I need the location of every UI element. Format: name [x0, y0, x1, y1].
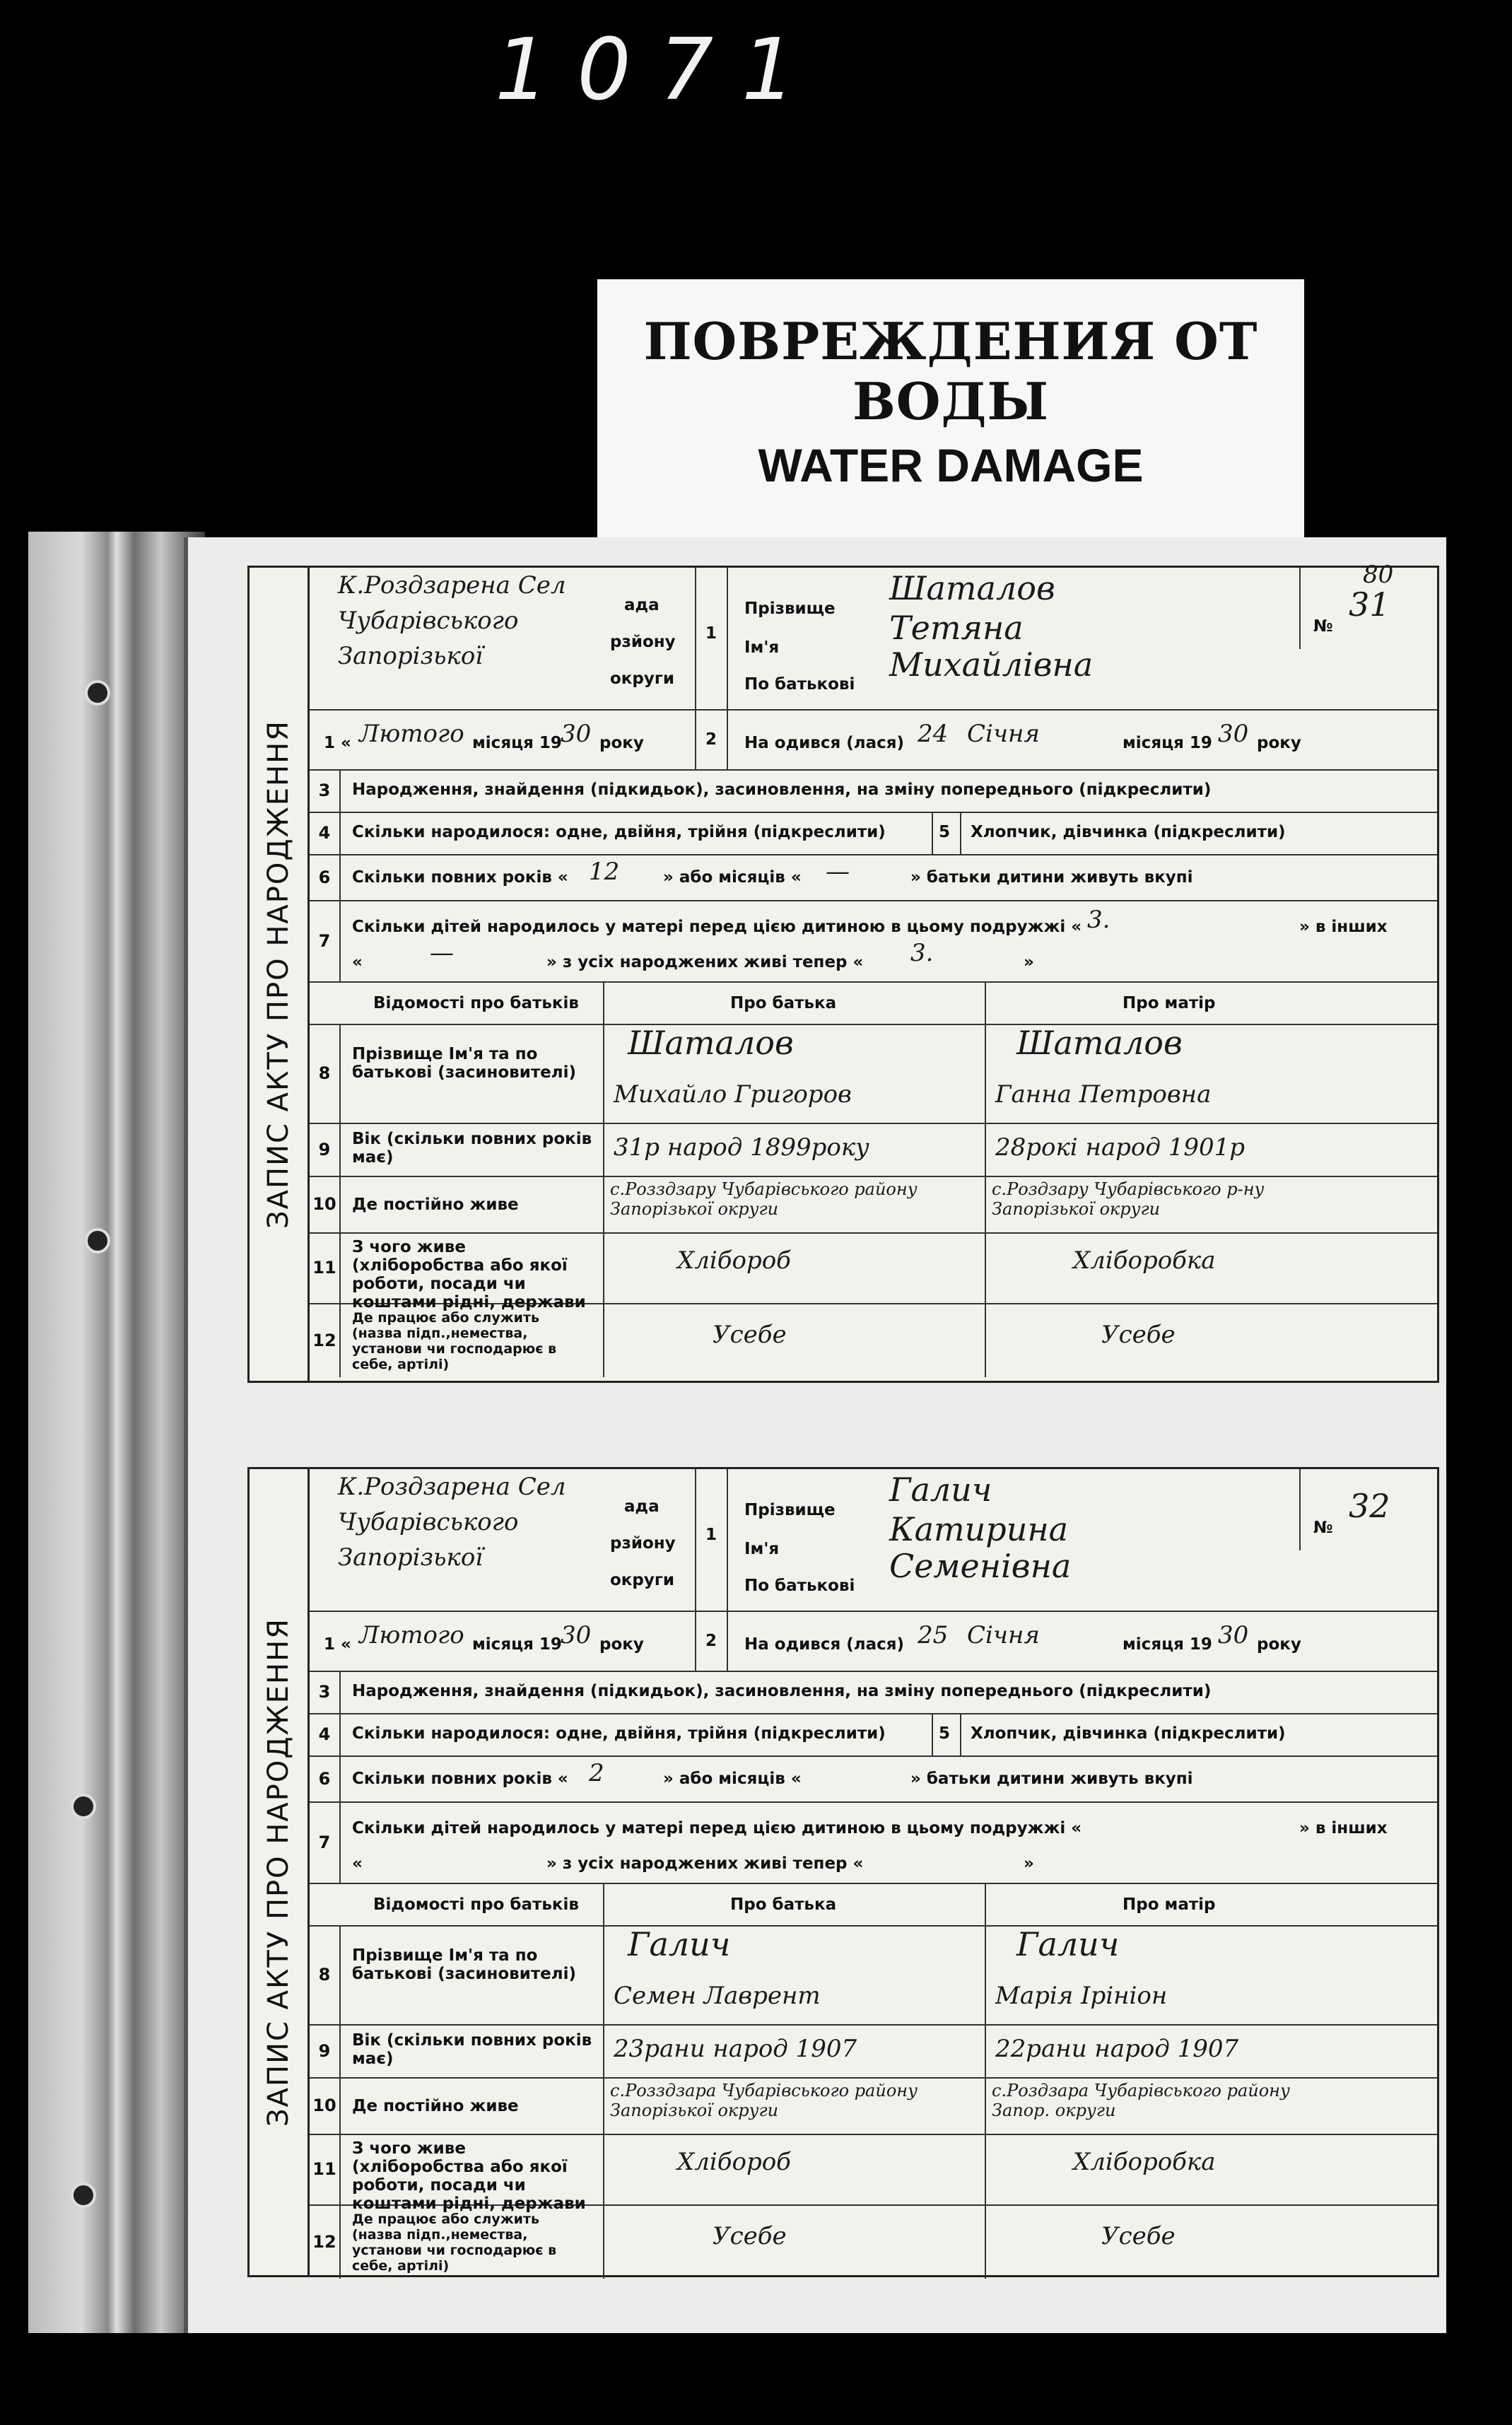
- form-label: На одився (лася): [744, 734, 905, 752]
- header-block: [310, 561, 1437, 711]
- form-label: Про батька: [730, 994, 837, 1012]
- form-label: Хлопчик, дівчинка (підкреслити): [971, 823, 1286, 841]
- row-number: 8: [310, 1024, 341, 1123]
- row-number: 7: [310, 900, 341, 981]
- form-label: ада: [624, 1497, 660, 1516]
- form-row: [310, 769, 1437, 813]
- mother-workplace: Усебе: [1101, 2222, 1176, 2250]
- form-row: [310, 1176, 1437, 1234]
- child-surname: Шаталов: [889, 569, 1055, 607]
- birth-day: 25: [918, 1621, 949, 1649]
- column-divider: [603, 1176, 604, 1232]
- column-divider: [985, 981, 986, 1024]
- form-label: Вік (скільки повних років має): [352, 2031, 592, 2068]
- column-divider: [985, 2077, 986, 2134]
- form-label: Народження, знайдення (підкидьок), засиновлення, на зміну попереднього (підкреслити): [352, 1682, 1212, 1700]
- father-work: Хлібороб: [677, 2148, 791, 2176]
- row-number: 10: [310, 1176, 341, 1232]
- column-divider: [603, 981, 604, 1024]
- column-divider: [695, 1611, 696, 1671]
- column-divider: [603, 1883, 604, 1925]
- form-label: рзйону: [610, 633, 676, 651]
- form-label: Прізвище: [744, 600, 836, 618]
- form-label: На одився (лася): [744, 1635, 905, 1654]
- mother-work: Хліборобка: [1073, 1246, 1216, 1275]
- column-divider: [727, 709, 728, 769]
- column-divider: [985, 2204, 986, 2279]
- column-divider: [985, 1232, 986, 1303]
- form-label: округи: [610, 670, 675, 688]
- form-element: ЗАПИС АКТУ ПРО НАРОДЖЕННЯ: [262, 1618, 295, 2127]
- column-divider: [695, 709, 696, 769]
- form-label: Про матір: [1123, 1895, 1216, 1914]
- mother-surname: Галич: [1016, 1925, 1120, 1963]
- form-label: року: [1257, 1635, 1301, 1654]
- column-divider: [985, 2134, 986, 2204]
- column-divider: [932, 1713, 933, 1755]
- form-row: [310, 1671, 1437, 1714]
- years-together: 2: [589, 1759, 604, 1787]
- form-row: [310, 900, 1437, 983]
- form-row: [310, 2134, 1437, 2213]
- mother-home: с.Роздзара Чубарівського району Запор. округи: [992, 2081, 1290, 2120]
- column-divider: [1299, 568, 1301, 649]
- father-surname: Шаталов: [628, 1024, 794, 1062]
- record-number: 32: [1349, 1487, 1390, 1525]
- form-row: [310, 1303, 1437, 1377]
- row-number: 3: [310, 1671, 341, 1713]
- column-divider: [985, 1883, 986, 1925]
- birth-month: Січня: [967, 720, 1040, 748]
- form-label: місяця 19: [472, 734, 562, 752]
- dates-row: [310, 709, 1437, 771]
- form-label: «: [352, 953, 363, 971]
- years-together: 12: [589, 858, 620, 886]
- form-label: Де працює або служить (назва підп.,немества, установи чи господарює в себе, артілі): [352, 2211, 557, 2274]
- column-divider: [985, 1303, 986, 1377]
- column-divider: [727, 1469, 728, 1611]
- form-label: »: [1024, 953, 1034, 971]
- living-children: 3.: [910, 939, 934, 967]
- form-label: 2: [705, 730, 717, 749]
- water-damage-label: [597, 279, 1304, 541]
- form-label: З чого живе (хліборобства або якої роботи, посади чи коштами рідні, держави: [352, 1238, 586, 1311]
- record-side-title: [250, 1469, 310, 2275]
- binder-hole: [71, 2182, 96, 2208]
- form-label: » або місяців «: [663, 868, 802, 887]
- form-label: » батьки дитини живуть вкупі: [910, 1770, 1193, 1788]
- form-label: Скільки повних років «: [352, 1770, 568, 1788]
- dates-row: [310, 1611, 1437, 1672]
- child-patronymic: Семенівна: [889, 1547, 1072, 1585]
- birth-year: 30: [1218, 1621, 1249, 1649]
- birth-day: 24: [918, 720, 949, 748]
- form-element: [310, 1469, 1437, 2275]
- row-number: 11: [310, 1232, 341, 1303]
- column-divider: [603, 2204, 604, 2279]
- row-number: 6: [310, 1755, 341, 1801]
- form-row: [310, 1232, 1437, 1311]
- column-divider: [695, 568, 696, 709]
- column-divider: [727, 568, 728, 709]
- father-name: Михайло Григоров: [614, 1080, 852, 1109]
- form-label: Хлопчик, дівчинка (підкреслити): [971, 1724, 1286, 1743]
- column-divider: [985, 1176, 986, 1232]
- father-work: Хлібороб: [677, 1246, 791, 1275]
- mother-surname: Шаталов: [1016, 1024, 1183, 1062]
- father-home: с.Розздзара Чубарівського району Запорізької округи: [610, 2081, 918, 2120]
- archive-number: 1071: [495, 21, 824, 119]
- column-divider: [603, 1925, 604, 2024]
- prev-children: 3.: [1087, 906, 1110, 934]
- form-label: 1: [705, 1526, 717, 1544]
- column-divider: [603, 1303, 604, 1377]
- father-workplace: Усебе: [713, 1321, 787, 1349]
- row-number: 6: [310, 854, 341, 900]
- father-age: 31р народ 1899року: [614, 1133, 869, 1162]
- reg-month: Лютого: [359, 1621, 464, 1649]
- header-block: [310, 1469, 1437, 1612]
- form-row: [310, 1123, 1437, 1177]
- form-label: 1: [705, 624, 717, 643]
- form-label: Де постійно живе: [352, 2097, 519, 2115]
- form-label: Скільки дітей народилось у матері перед цією дитиною в цьому подружжі «: [352, 1819, 1082, 1837]
- raion: Чубарівського: [338, 607, 519, 635]
- mother-work: Хліборобка: [1073, 2148, 1216, 2176]
- column-divider: [603, 1024, 604, 1123]
- form-label: »: [1024, 1854, 1034, 1873]
- form-label: 5: [939, 823, 951, 841]
- row-number: 4: [310, 812, 341, 854]
- form-label: Відомості про батьків: [373, 1895, 579, 1914]
- damage-label-ru: ПОВРЕЖДЕНИЯ ОТ ВОДЫ: [643, 311, 1258, 431]
- column-divider: [603, 2134, 604, 2204]
- form-label: » з усіх народжених живі тепер «: [546, 1854, 864, 1873]
- column-divider: [695, 1469, 696, 1611]
- binder-hole: [71, 1794, 96, 1819]
- column-divider: [603, 1232, 604, 1303]
- row-number: 9: [310, 2024, 341, 2077]
- binder-hole: [85, 680, 110, 706]
- child-surname: Галич: [889, 1471, 992, 1509]
- binder-spine: [28, 532, 205, 2333]
- form-row: [310, 2077, 1437, 2135]
- reg-year: 30: [561, 720, 592, 748]
- row-number: 12: [310, 1303, 341, 1377]
- father-workplace: Усебе: [713, 2222, 787, 2250]
- form-label: Скільки народилося: одне, двійня, трійня (підкреслити): [352, 823, 886, 841]
- column-divider: [727, 1611, 728, 1671]
- column-divider: [932, 812, 933, 854]
- form-row: [310, 854, 1437, 901]
- row-number: 9: [310, 1123, 341, 1176]
- mother-age: 28рокі народ 1901р: [995, 1133, 1246, 1162]
- child-name: Катирина: [889, 1510, 1069, 1548]
- birth-month: Січня: [967, 1621, 1040, 1649]
- reg-month: Лютого: [359, 720, 464, 748]
- form-row: [310, 1883, 1437, 1927]
- form-label: » батьки дитини живуть вкупі: [910, 868, 1193, 887]
- form-row: [310, 1755, 1437, 1803]
- form-label: рзйону: [610, 1534, 676, 1553]
- row-number: 8: [310, 1925, 341, 2024]
- binder-hole: [85, 1228, 110, 1254]
- form-label: Про батька: [730, 1895, 837, 1914]
- form-label: місяця 19: [472, 1635, 562, 1654]
- form-label: По батькові: [744, 675, 855, 694]
- form-label: «: [352, 1854, 363, 1873]
- form-row: [310, 1925, 1437, 2026]
- form-label: Ім'я: [744, 1540, 780, 1558]
- form-label: Відомості про батьків: [373, 994, 579, 1012]
- row-number: 10: [310, 2077, 341, 2134]
- column-divider: [603, 2077, 604, 2134]
- mother-name: Марія Ірініон: [995, 1982, 1168, 2010]
- form-label: 1 «: [324, 1635, 351, 1654]
- form-label: » з усіх народжених живі тепер «: [546, 953, 864, 971]
- form-label: Прізвище: [744, 1501, 836, 1519]
- okruha: Запорізької: [338, 1543, 484, 1572]
- form-label: року: [1257, 734, 1301, 752]
- form-label: 2: [705, 1632, 717, 1650]
- form-label: Про матір: [1123, 994, 1216, 1012]
- form-label: Де працює або служить (назва підп.,немества, установи чи господарює в себе, артілі): [352, 1310, 557, 1372]
- record-number: 31: [1349, 585, 1390, 624]
- form-element: [310, 561, 1437, 1381]
- mother-age: 22рани народ 1907: [995, 2035, 1239, 2063]
- form-label: Прізвище Ім'я та по батькові (засиновителі): [352, 1946, 576, 1983]
- column-divider: [603, 1123, 604, 1176]
- form-label: року: [599, 734, 644, 752]
- raion: Чубарівського: [338, 1508, 519, 1536]
- okruha: Запорізької: [338, 642, 484, 670]
- form-label: Прізвище Ім'я та по батькові (засиновителі): [352, 1045, 576, 1082]
- mother-name: Ганна Петровна: [995, 1080, 1212, 1109]
- form-element: ЗАПИС АКТУ ПРО НАРОДЖЕННЯ: [262, 720, 295, 1229]
- form-label: Народження, знайдення (підкидьок), засиновлення, на зміну попереднього (підкреслити): [352, 781, 1212, 799]
- other-children: —: [430, 939, 454, 967]
- mother-home: с.Роздзару Чубарівського р-ну Запорізької округи: [992, 1179, 1265, 1219]
- column-divider: [985, 1024, 986, 1123]
- row-number: 4: [310, 1713, 341, 1755]
- form-label: Де постійно живе: [352, 1196, 519, 1214]
- form-row: [310, 1801, 1437, 1884]
- father-age: 23рани народ 1907: [614, 2035, 857, 2063]
- form-row: [310, 812, 1437, 855]
- form-row: [310, 1713, 1437, 1757]
- form-label: місяця 19: [1123, 734, 1212, 752]
- form-label: 5: [939, 1724, 951, 1743]
- form-label: №: [1313, 1519, 1333, 1537]
- form-label: З чого живе (хліборобства або якої роботи, посади чи коштами рідні, держави: [352, 2139, 586, 2213]
- form-row: [310, 2024, 1437, 2079]
- column-divider: [985, 1123, 986, 1176]
- form-label: Скільки повних років «: [352, 868, 568, 887]
- village: К.Роздзарена Сел: [338, 571, 566, 600]
- column-divider: [960, 812, 961, 854]
- damage-label-en: WATER DAMAGE: [758, 439, 1144, 491]
- birth-year: 30: [1218, 720, 1249, 748]
- form-label: Скільки народилося: одне, двійня, трійня (підкреслити): [352, 1724, 886, 1743]
- form-label: ада: [624, 596, 660, 614]
- corner-mark: 80: [1363, 561, 1394, 589]
- form-label: Вік (скільки повних років має): [352, 1130, 592, 1167]
- child-patronymic: Михайлівна: [889, 645, 1094, 684]
- form-row: [310, 981, 1437, 1025]
- row-number: 11: [310, 2134, 341, 2204]
- form-label: місяця 19: [1123, 1635, 1212, 1654]
- form-label: 1 «: [324, 734, 351, 752]
- column-divider: [1299, 1469, 1301, 1550]
- birth-record: [247, 561, 1439, 1383]
- form-label: » в інших: [1299, 1819, 1388, 1837]
- column-divider: [985, 1925, 986, 2024]
- row-number: 12: [310, 2204, 341, 2279]
- form-label: Скільки дітей народилось у матері перед цією дитиною в цьому подружжі «: [352, 918, 1082, 936]
- form-label: округи: [610, 1571, 675, 1589]
- child-name: Тетяна: [889, 609, 1024, 647]
- form-label: Ім'я: [744, 638, 780, 657]
- form-label: року: [599, 1635, 644, 1654]
- form-label: №: [1313, 617, 1333, 636]
- birth-record: [247, 1467, 1439, 2277]
- form-row: [310, 1024, 1437, 1124]
- father-home: с.Розздзару Чубарівського району Запорізької округи: [610, 1179, 918, 1219]
- father-name: Семен Лаврент: [614, 1982, 821, 2010]
- reg-year: 30: [561, 1621, 592, 1649]
- months-together: —: [826, 858, 850, 886]
- column-divider: [960, 1713, 961, 1755]
- record-side-title: [250, 568, 310, 1381]
- row-number: 3: [310, 769, 341, 812]
- form-label: » в інших: [1299, 918, 1388, 936]
- column-divider: [603, 2024, 604, 2077]
- form-row: [310, 2204, 1437, 2279]
- row-number: 7: [310, 1801, 341, 1883]
- village: К.Роздзарена Сел: [338, 1473, 566, 1501]
- form-label: » або місяців «: [663, 1770, 802, 1788]
- father-surname: Галич: [628, 1925, 731, 1963]
- form-label: По батькові: [744, 1577, 855, 1595]
- column-divider: [985, 2024, 986, 2077]
- mother-workplace: Усебе: [1101, 1321, 1176, 1349]
